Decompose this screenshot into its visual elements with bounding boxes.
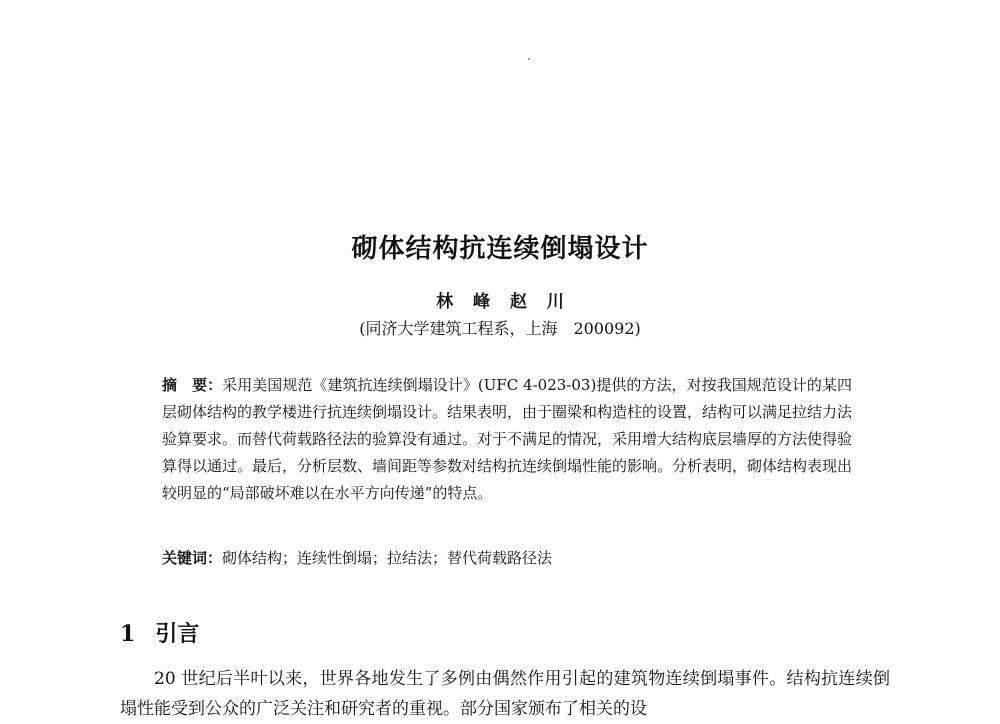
paper-affiliation: (同济大学建筑工程系，上海 200092): [359, 319, 641, 338]
paper-title: 砌体结构抗连续倒塌设计: [351, 234, 649, 264]
keywords-text: 砌体结构；连续性倒塌；拉结法；替代荷载路径法: [222, 549, 553, 567]
keywords-label: 关键词：: [162, 549, 223, 567]
intro-paragraph: 20 世纪后半叶以来，世界各地发生了多例由偶然作用引起的建筑物连续倒塌事件。结构抗连续倒塌性能受到公众的广泛关注和研究者的重视。部分国家颁布了相关的设: [120, 669, 890, 719]
abstract-label: 摘 要：: [162, 376, 223, 394]
section-number: 1: [120, 621, 136, 647]
abstract: [162, 372, 852, 507]
abstract-text: 采用美国规范《建筑抗连续倒塌设计》(UFC 4-023-03)提供的方法，对按我国规范设计的某四层砌体结构的教学楼进行抗连续倒塌设计。结果表明，由于圈梁和构造柱的设置，结构可以满足拉结力法验算要求。而替代荷载路径法的验算没有通过。对于不满足的情况，采用增大结构底层墙厚的方法使得验算得以通过。最后，分析层数、墙间距等参数对结构抗连续倒塌性能的影响。分析表明，砌体结构表现出较明显的“局部破坏难以在水平方向传递”的特点。: [162, 376, 853, 502]
section-heading: [120, 617, 199, 648]
paper-authors: 林 峰 赵 川: [436, 292, 564, 312]
keywords: [162, 545, 852, 572]
scan-speck: [528, 58, 530, 60]
section-title: 引言: [155, 622, 200, 647]
